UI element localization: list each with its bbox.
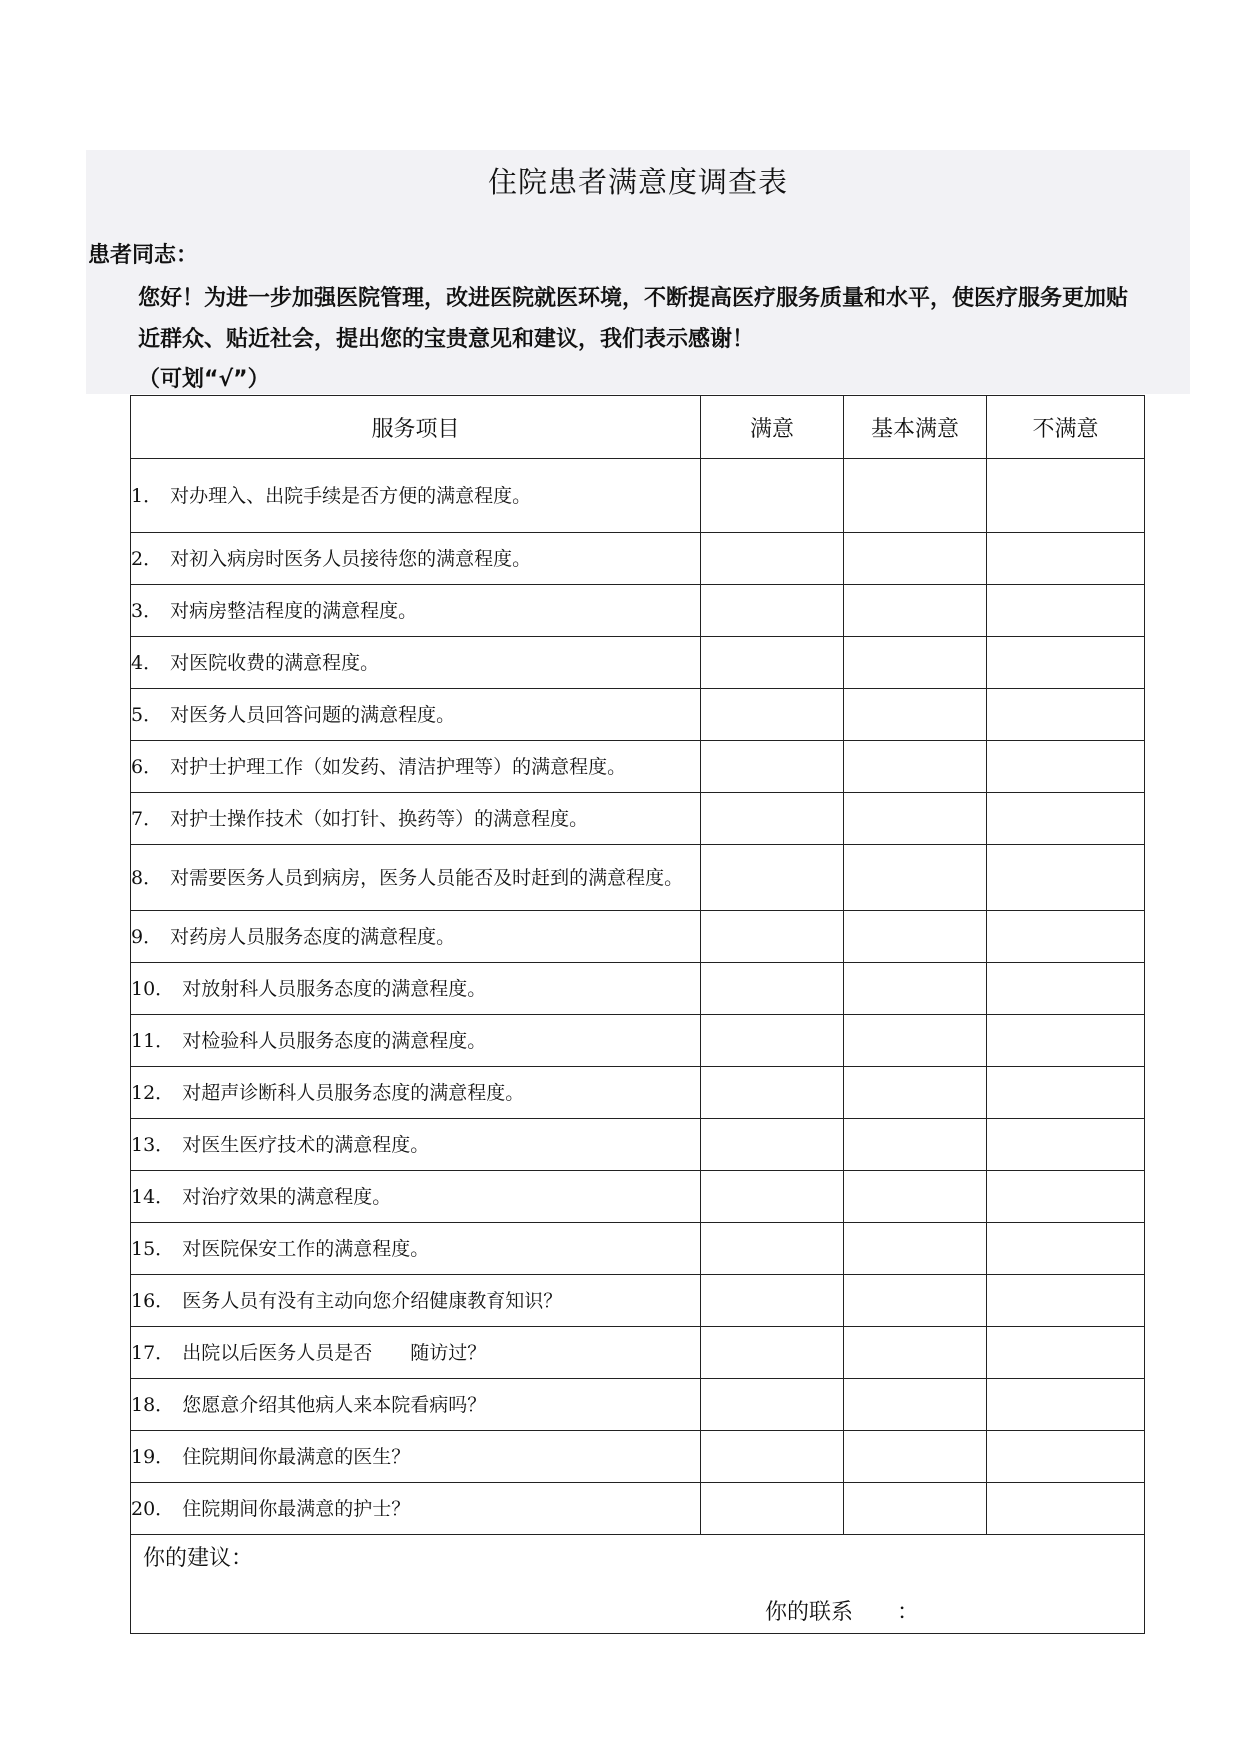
check-cell-basically-satisfied[interactable] <box>844 845 987 911</box>
item-text: 住院期间你最满意的医生？ <box>182 1445 411 1468</box>
service-item-cell <box>131 1015 701 1067</box>
item-number: 3． <box>131 599 163 622</box>
service-item-cell <box>131 963 701 1015</box>
table-row <box>131 1015 1145 1067</box>
check-hint: （可划“√”） <box>138 367 270 392</box>
item-text: 医务人员有没有主动向您介绍健康教育知识？ <box>182 1289 563 1312</box>
item-text: 对治疗效果的满意程度。 <box>182 1185 392 1208</box>
check-cell-satisfied[interactable] <box>701 1119 844 1171</box>
check-cell-basically-satisfied[interactable] <box>844 1015 987 1067</box>
check-cell-unsatisfied[interactable] <box>987 1171 1145 1223</box>
table-row <box>131 741 1145 793</box>
check-cell-unsatisfied[interactable] <box>987 1119 1145 1171</box>
suggestion-cell[interactable] <box>131 1535 1145 1634</box>
service-item-cell <box>131 1431 701 1483</box>
service-item-cell <box>131 1483 701 1535</box>
service-item-cell <box>131 741 701 793</box>
table-row <box>131 1327 1145 1379</box>
item-text: 对超声诊断科人员服务态度的满意程度。 <box>182 1081 525 1104</box>
check-cell-satisfied[interactable] <box>701 689 844 741</box>
item-number: 13． <box>131 1133 175 1156</box>
check-cell-basically-satisfied[interactable] <box>844 1067 987 1119</box>
check-cell-unsatisfied[interactable] <box>987 1483 1145 1535</box>
check-cell-unsatisfied[interactable] <box>987 845 1145 911</box>
table-row <box>131 1171 1145 1223</box>
item-number: 2． <box>131 547 163 570</box>
item-number: 20． <box>131 1497 175 1520</box>
table-row <box>131 845 1145 911</box>
item-number: 14． <box>131 1185 175 1208</box>
check-cell-satisfied[interactable] <box>701 845 844 911</box>
header-service-item: 服务项目 <box>131 396 701 459</box>
table-row <box>131 963 1145 1015</box>
table-row <box>131 911 1145 963</box>
item-text: 出院以后医务人员是否 随访过？ <box>182 1341 487 1364</box>
check-cell-satisfied[interactable] <box>701 793 844 845</box>
check-cell-basically-satisfied[interactable] <box>844 459 987 533</box>
suggestion-row <box>131 1535 1145 1634</box>
check-cell-satisfied[interactable] <box>701 1327 844 1379</box>
check-cell-basically-satisfied[interactable] <box>844 793 987 845</box>
service-item-cell <box>131 637 701 689</box>
check-cell-unsatisfied[interactable] <box>987 1015 1145 1067</box>
table-row <box>131 1067 1145 1119</box>
check-cell-satisfied[interactable] <box>701 911 844 963</box>
item-text: 您愿意介绍其他病人来本院看病吗？ <box>182 1393 487 1416</box>
check-cell-basically-satisfied[interactable] <box>844 637 987 689</box>
table-row <box>131 1379 1145 1431</box>
table-row <box>131 1223 1145 1275</box>
check-cell-unsatisfied[interactable] <box>987 1067 1145 1119</box>
header-basically-satisfied: 基本满意 <box>844 396 987 459</box>
service-item-cell <box>131 1119 701 1171</box>
item-text: 对医院收费的满意程度。 <box>170 651 380 674</box>
item-text: 对医生医疗技术的满意程度。 <box>182 1133 430 1156</box>
item-number: 19． <box>131 1445 175 1468</box>
check-cell-unsatisfied[interactable] <box>987 741 1145 793</box>
item-number: 1． <box>131 484 163 507</box>
item-text: 对护士护理工作（如发药、清洁护理等）的满意程度。 <box>170 755 627 778</box>
item-number: 6． <box>131 755 163 778</box>
item-number: 5． <box>131 703 163 726</box>
item-number: 11． <box>131 1029 175 1052</box>
check-cell-unsatisfied[interactable] <box>987 533 1145 585</box>
item-number: 18． <box>131 1393 175 1416</box>
table-row <box>131 1483 1145 1535</box>
item-text: 住院期间你最满意的护士？ <box>182 1497 411 1520</box>
item-number: 9． <box>131 925 163 948</box>
table-row <box>131 585 1145 637</box>
check-cell-satisfied[interactable] <box>701 637 844 689</box>
table-row <box>131 459 1145 533</box>
item-number: 15． <box>131 1237 175 1260</box>
check-cell-unsatisfied[interactable] <box>987 1327 1145 1379</box>
check-cell-unsatisfied[interactable] <box>987 637 1145 689</box>
check-cell-basically-satisfied[interactable] <box>844 1119 987 1171</box>
check-cell-basically-satisfied[interactable] <box>844 1275 987 1327</box>
item-number: 10． <box>131 977 175 1000</box>
check-cell-basically-satisfied[interactable] <box>844 585 987 637</box>
item-text: 对医院保安工作的满意程度。 <box>182 1237 430 1260</box>
item-text: 对医务人员回答问题的满意程度。 <box>170 703 456 726</box>
check-cell-basically-satisfied[interactable] <box>844 1483 987 1535</box>
survey-body <box>131 459 1145 1535</box>
check-cell-basically-satisfied[interactable] <box>844 1171 987 1223</box>
check-cell-satisfied[interactable] <box>701 741 844 793</box>
table-row <box>131 533 1145 585</box>
check-cell-satisfied[interactable] <box>701 459 844 533</box>
item-number: 4． <box>131 651 163 674</box>
page-title: 住院患者满意度调查表 <box>487 165 788 199</box>
contact-label: 你的联系 ： <box>765 1600 920 1625</box>
service-item-cell <box>131 585 701 637</box>
check-cell-satisfied[interactable] <box>701 1483 844 1535</box>
check-cell-satisfied[interactable] <box>701 585 844 637</box>
service-item-cell <box>131 1171 701 1223</box>
service-item-cell <box>131 911 701 963</box>
check-cell-unsatisfied[interactable] <box>987 1431 1145 1483</box>
item-text: 对护士操作技术（如打针、换药等）的满意程度。 <box>170 807 589 830</box>
service-item-cell <box>131 1067 701 1119</box>
header-row <box>131 396 1145 459</box>
service-item-cell <box>131 1327 701 1379</box>
item-number: 8． <box>131 866 163 889</box>
service-item-cell <box>131 845 701 911</box>
check-cell-unsatisfied[interactable] <box>987 793 1145 845</box>
check-cell-unsatisfied[interactable] <box>987 963 1145 1015</box>
service-item-cell <box>131 1223 701 1275</box>
survey-table <box>130 395 1145 1634</box>
check-cell-unsatisfied[interactable] <box>987 459 1145 533</box>
item-text: 对办理入、出院手续是否方便的满意程度。 <box>170 484 532 507</box>
item-text: 对药房人员服务态度的满意程度。 <box>170 925 456 948</box>
table-row <box>131 1275 1145 1327</box>
table-row <box>131 689 1145 741</box>
table-row <box>131 793 1145 845</box>
service-item-cell <box>131 459 701 533</box>
check-cell-basically-satisfied[interactable] <box>844 1431 987 1483</box>
check-cell-basically-satisfied[interactable] <box>844 689 987 741</box>
check-cell-basically-satisfied[interactable] <box>844 1223 987 1275</box>
check-cell-basically-satisfied[interactable] <box>844 741 987 793</box>
check-cell-basically-satisfied[interactable] <box>844 533 987 585</box>
intro-paragraph: 您好！为进一步加强医院管理，改进医院就医环境，不断提高医疗服务质量和水平，使医疗服务更加贴近群众、贴近社会，提出您的宝贵意见和建议，我们表示感谢！ <box>138 286 1129 352</box>
check-cell-basically-satisfied[interactable] <box>844 1379 987 1431</box>
item-number: 16． <box>131 1289 175 1312</box>
item-text: 对检验科人员服务态度的满意程度。 <box>182 1029 487 1052</box>
item-text: 对初入病房时医务人员接待您的满意程度。 <box>170 547 532 570</box>
greeting: 患者同志： <box>88 243 199 268</box>
table-row <box>131 1431 1145 1483</box>
check-cell-basically-satisfied[interactable] <box>844 963 987 1015</box>
header-satisfied: 满意 <box>701 396 844 459</box>
check-cell-satisfied[interactable] <box>701 1379 844 1431</box>
item-number: 7． <box>131 807 163 830</box>
service-item-cell <box>131 1275 701 1327</box>
check-cell-basically-satisfied[interactable] <box>844 1327 987 1379</box>
header-unsatisfied: 不满意 <box>987 396 1145 459</box>
check-cell-satisfied[interactable] <box>701 1015 844 1067</box>
item-number: 12． <box>131 1081 175 1104</box>
check-cell-satisfied[interactable] <box>701 963 844 1015</box>
check-cell-unsatisfied[interactable] <box>987 1275 1145 1327</box>
check-cell-satisfied[interactable] <box>701 1067 844 1119</box>
item-text: 对病房整洁程度的满意程度。 <box>170 599 418 622</box>
check-cell-unsatisfied[interactable] <box>987 689 1145 741</box>
item-number: 17． <box>131 1341 175 1364</box>
service-item-cell <box>131 793 701 845</box>
check-cell-satisfied[interactable] <box>701 1275 844 1327</box>
table-row <box>131 637 1145 689</box>
item-text: 对需要医务人员到病房，医务人员能否及时赶到的满意程度。 <box>170 866 684 889</box>
suggestion-label: 你的建议： <box>143 1546 254 1571</box>
service-item-cell <box>131 1379 701 1431</box>
check-cell-unsatisfied[interactable] <box>987 1223 1145 1275</box>
table-row <box>131 1119 1145 1171</box>
check-cell-satisfied[interactable] <box>701 1223 844 1275</box>
check-cell-basically-satisfied[interactable] <box>844 911 987 963</box>
check-cell-satisfied[interactable] <box>701 533 844 585</box>
check-cell-unsatisfied[interactable] <box>987 1379 1145 1431</box>
item-text: 对放射科人员服务态度的满意程度。 <box>182 977 487 1000</box>
service-item-cell <box>131 533 701 585</box>
check-cell-unsatisfied[interactable] <box>987 585 1145 637</box>
check-cell-satisfied[interactable] <box>701 1431 844 1483</box>
check-cell-satisfied[interactable] <box>701 1171 844 1223</box>
check-cell-unsatisfied[interactable] <box>987 911 1145 963</box>
service-item-cell <box>131 689 701 741</box>
